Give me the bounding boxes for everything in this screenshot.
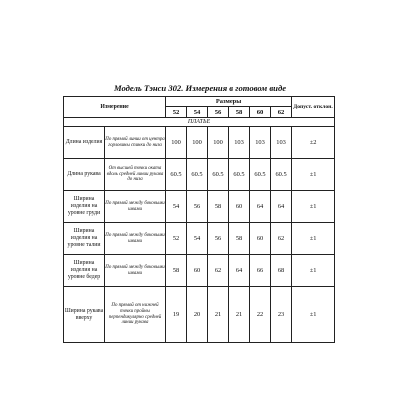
table-row xyxy=(64,287,335,343)
document-title: Модель Тэнси 302. Измерения в готовом виде xyxy=(113,83,287,93)
measurement-name: Длина изделия xyxy=(64,127,105,159)
value-cell: 62 xyxy=(208,255,229,287)
tolerance-cell: ±1 xyxy=(292,255,335,287)
tolerance-cell: ±1 xyxy=(292,159,335,191)
value-cell: 60.5 xyxy=(166,159,187,191)
value-cell: 54 xyxy=(166,191,187,223)
size-header-62: 62 xyxy=(271,107,292,118)
value-cell: 60 xyxy=(187,255,208,287)
tolerance-cell: ±1 xyxy=(292,191,335,223)
value-cell: 60.5 xyxy=(229,159,250,191)
value-cell: 66 xyxy=(250,255,271,287)
value-cell: 52 xyxy=(166,223,187,255)
tolerance-cell: ±1 xyxy=(292,287,335,343)
measurement-method: По прямой между боковыми швами xyxy=(105,223,166,255)
table-row xyxy=(64,127,335,159)
measurement-method: От высшей точки оката вдоль средней линии рукава до низа xyxy=(105,159,166,191)
value-cell: 19 xyxy=(166,287,187,343)
value-cell: 103 xyxy=(250,127,271,159)
value-cell: 60 xyxy=(250,223,271,255)
value-cell: 23 xyxy=(271,287,292,343)
table-row xyxy=(64,255,335,287)
value-cell: 100 xyxy=(166,127,187,159)
size-header-54: 54 xyxy=(187,107,208,118)
value-cell: 64 xyxy=(229,255,250,287)
value-cell: 58 xyxy=(208,191,229,223)
table-row xyxy=(64,191,335,223)
value-cell: 103 xyxy=(229,127,250,159)
value-cell: 60.5 xyxy=(187,159,208,191)
value-cell: 64 xyxy=(271,191,292,223)
size-header-56: 56 xyxy=(208,107,229,118)
measurements-table xyxy=(63,96,335,343)
value-cell: 20 xyxy=(187,287,208,343)
value-cell: 54 xyxy=(187,223,208,255)
measurement-method: По прямой линии от центра горловины спинки до низа xyxy=(105,127,166,159)
value-cell: 58 xyxy=(229,223,250,255)
measurement-name: Ширина изделия на уровне груди xyxy=(64,191,105,223)
measurement-name: Ширина изделия на уровне талии xyxy=(64,223,105,255)
value-cell: 56 xyxy=(187,191,208,223)
value-cell: 100 xyxy=(208,127,229,159)
tolerance-cell: ±2 xyxy=(292,127,335,159)
measurement-name: Длина рукава xyxy=(64,159,105,191)
value-cell: 58 xyxy=(166,255,187,287)
value-cell: 60 xyxy=(229,191,250,223)
measurement-method: По прямой между боковыми швами xyxy=(105,191,166,223)
value-cell: 21 xyxy=(208,287,229,343)
table-row xyxy=(64,159,335,191)
value-cell: 64 xyxy=(250,191,271,223)
value-cell: 60.5 xyxy=(271,159,292,191)
tolerance-header: Допуст. отклон. xyxy=(292,97,335,118)
measurement-method: По прямой между боковыми швами xyxy=(105,255,166,287)
value-cell: 22 xyxy=(250,287,271,343)
section-row xyxy=(64,118,335,127)
size-header-52: 52 xyxy=(166,107,187,118)
tolerance-cell: ±1 xyxy=(292,223,335,255)
measurement-name: Ширина изделия на уровне бедер xyxy=(64,255,105,287)
value-cell: 62 xyxy=(271,223,292,255)
value-cell: 60.5 xyxy=(208,159,229,191)
value-cell: 103 xyxy=(271,127,292,159)
value-cell: 56 xyxy=(208,223,229,255)
measurement-name: Ширина рукава вверху xyxy=(64,287,105,343)
measurement-method: По прямой от нижней точки пройны перпендикулярно средней линии рукава xyxy=(105,287,166,343)
sizes-header: Размеры xyxy=(166,97,292,107)
measurement-header: Измерение xyxy=(64,97,166,118)
value-cell: 68 xyxy=(271,255,292,287)
size-header-60: 60 xyxy=(250,107,271,118)
size-header-58: 58 xyxy=(229,107,250,118)
value-cell: 100 xyxy=(187,127,208,159)
value-cell: 21 xyxy=(229,287,250,343)
section-title: ПЛАТЬЕ xyxy=(64,118,335,127)
value-cell: 60.5 xyxy=(250,159,271,191)
header-row xyxy=(64,97,335,107)
table-row xyxy=(64,223,335,255)
